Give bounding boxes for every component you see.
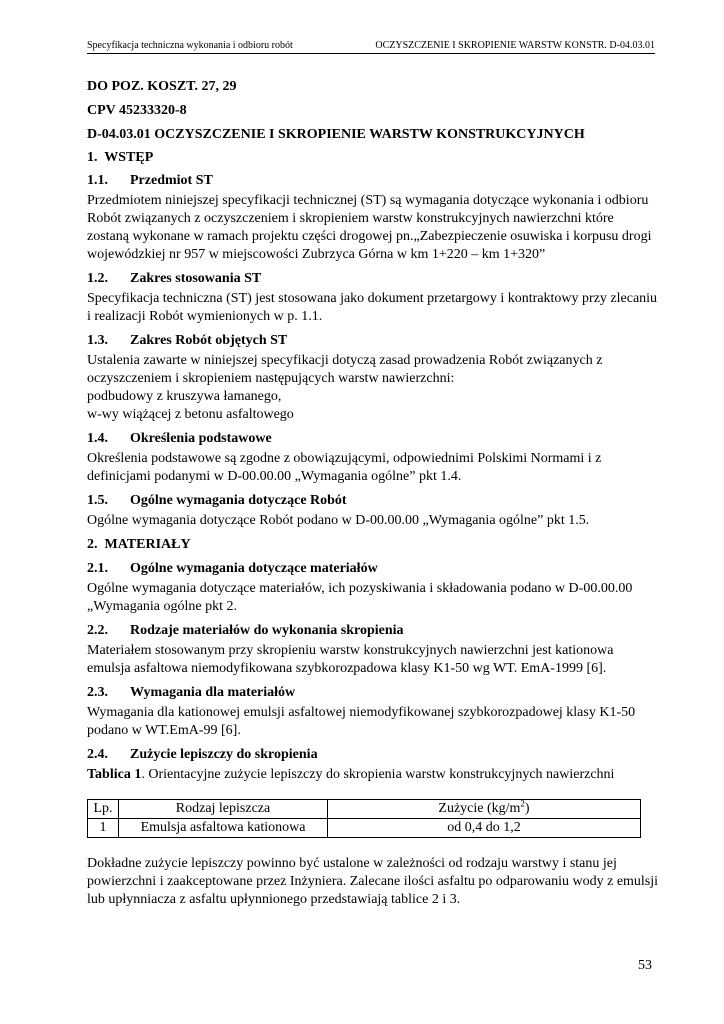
table-row	[88, 819, 641, 838]
header-left: Specyfikacja techniczna wykonania i odbioru robót	[87, 40, 293, 51]
page-header	[87, 40, 655, 54]
section-2-4-heading	[87, 746, 659, 764]
header-lp: Lp.	[88, 800, 119, 819]
section-1-4-title: Określenia podstawowe	[130, 431, 272, 446]
document-body	[87, 78, 659, 909]
section-2-2-title: Rodzaje materiałów do wykonania skropienia	[130, 623, 404, 638]
binder-usage-table	[87, 799, 641, 838]
section-2-2-text: Materiałem stosowanym przy skropieniu warstw konstrukcyjnych nawierzchni jest kationowa emulsja asfaltowa niemodyfikowana szybkorozpadowa klasy K1-50 wg WT. EmA-1999 [6].	[87, 643, 614, 676]
section-1-2-number: 1.2.	[87, 271, 108, 286]
table-container	[87, 799, 659, 838]
section-2-heading	[87, 536, 659, 554]
cell-zuzycie: od 0,4 do 1,2	[328, 819, 641, 838]
section-2-1-number: 2.1.	[87, 561, 108, 576]
section-1-3-heading	[87, 332, 659, 350]
table-caption-text: . Orientacyjne zużycie lepiszczy do skropienia warstw konstrukcyjnych nawierzchni	[141, 767, 615, 782]
closing-paragraph: Dokładne zużycie lepiszczy powinno być ustalone w zależności od rodzaju warstwy i stanu jej powierzchni i zaakceptowane przez Inżyniera. Zalecane ilości asfaltu po odparowaniu wody z emulsji lub upłynniacza z asfaltu upłynnionego przedstawiają tablice 2 i 3.	[87, 856, 659, 907]
section-1-3-line-1: podbudowy z kruszywa łamanego,	[87, 389, 282, 404]
section-1-1-text: Przedmiotem niniejszej specyfikacji technicznej (ST) są wymagania dotyczące wykonania i odbioru Robót związanych z oczyszczeniem i skropieniem warstw konstrukcyjnych nawierzchni które zostaną wykonane w ramach projektu części drogowej pn.„Zabezpieczenie osuwiska i korpusu drogi wojewódzkiej nr 957 w miejscowości Zubrzyca Górna w km 1+220 – km 1+320”	[87, 193, 652, 262]
section-2-3-title: Wymagania dla materiałów	[130, 685, 296, 700]
section-1-1-heading	[87, 172, 659, 190]
section-1-4-number: 1.4.	[87, 431, 108, 446]
cpv-heading: CPV 45233320-8	[87, 103, 187, 118]
section-1-3-number: 1.3.	[87, 333, 108, 348]
section-1-2-title: Zakres stosowania ST	[130, 271, 262, 286]
section-2-2-heading	[87, 622, 659, 640]
header-right: OCZYSZCZENIE I SKROPIENIE WARSTW KONSTR. D-04.03.01	[375, 40, 655, 51]
header-zuzycie	[328, 800, 641, 819]
section-1-heading	[87, 149, 659, 167]
section-1-2-text: Specyfikacja techniczna (ST) jest stosowana jako dokument przetargowy i kontraktowy przy zlecaniu i realizacji Robót wymienionych w p. 1.1.	[87, 291, 658, 324]
section-1-3-title: Zakres Robót objętych ST	[130, 333, 288, 348]
section-1-5-title: Ogólne wymagania dotyczące Robót	[130, 493, 347, 508]
section-1-1-title: Przedmiot ST	[130, 173, 213, 188]
section-1-1-number: 1.1.	[87, 173, 108, 188]
position-heading: DO POZ. KOSZT. 27, 29	[87, 79, 237, 94]
section-1-4-heading	[87, 430, 659, 448]
section-2-2-number: 2.2.	[87, 623, 108, 638]
section-2-1-text: Ogólne wymagania dotyczące materiałów, ich pozyskiwania i składowania podano w D-00.00.00 „Wymagania ogólne pkt 2.	[87, 581, 633, 614]
table-header-row	[88, 800, 641, 819]
section-1-title: WSTĘP	[104, 150, 154, 165]
page-number: 53	[638, 958, 652, 973]
section-2-3-text: Wymagania dla kationowej emulsji asfaltowej niemodyfikowanej szybkorozpadowej klasy K1-50 podano w WT.EmA-99 [6].	[87, 705, 636, 738]
cell-lp: 1	[88, 819, 119, 838]
header-zuzycie-text: Zużycie (kg/m	[438, 801, 521, 816]
header-rodzaj: Rodzaj lepiszcza	[119, 800, 328, 819]
section-2-title: MATERIAŁY	[104, 537, 191, 552]
section-2-3-number: 2.3.	[87, 685, 108, 700]
header-zuzycie-end: )	[524, 801, 530, 816]
section-2-1-title: Ogólne wymagania dotyczące materiałów	[130, 561, 378, 576]
section-1-5-number: 1.5.	[87, 493, 108, 508]
section-1-3-text: Ustalenia zawarte w niniejszej specyfikacji dotyczą zasad prowadzenia Robót związanych z oczyszczeniem i skropieniem następujących warstw nawierzchni:	[87, 353, 603, 386]
table-label: Tablica 1	[87, 767, 142, 782]
section-1-number: 1.	[87, 150, 98, 165]
cell-rodzaj: Emulsja asfaltowa kationowa	[119, 819, 328, 838]
header-zuzycie-sup: 2	[520, 798, 525, 809]
section-2-4-title: Zużycie lepiszczy do skropienia	[130, 747, 318, 762]
table-caption	[87, 766, 659, 784]
section-1-3-line-2: w-wy wiążącej z betonu asfaltowego	[87, 407, 294, 422]
section-2-number: 2.	[87, 537, 98, 552]
section-1-2-heading	[87, 270, 659, 288]
section-1-5-heading	[87, 492, 659, 510]
section-2-3-heading	[87, 684, 659, 702]
document-title: D-04.03.01 OCZYSZCZENIE I SKROPIENIE WARSTW KONSTRUKCYJNYCH	[87, 127, 585, 142]
section-1-4-text: Określenia podstawowe są zgodne z obowiązującymi, odpowiednimi Polskimi Normami i z definicjami podanymi w D-00.00.00 „Wymagania ogólne” pkt 1.4.	[87, 451, 602, 484]
section-1-5-text: Ogólne wymagania dotyczące Robót podano w D-00.00.00 „Wymagania ogólne” pkt 1.5.	[87, 513, 590, 528]
section-2-4-number: 2.4.	[87, 747, 108, 762]
section-2-1-heading	[87, 560, 659, 578]
